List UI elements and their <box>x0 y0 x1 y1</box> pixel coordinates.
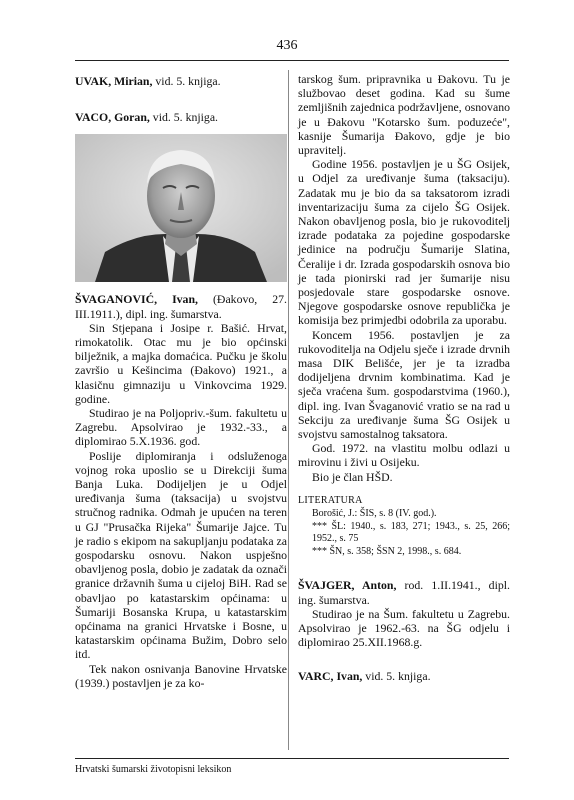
entry-svaganovic-rest: (Đakovo, 27. III.1911.), dipl. ing. šumarstva. <box>75 292 287 321</box>
svaganovic-paragraph-9: Bio je član HŠD. <box>312 469 393 484</box>
portrait-image <box>75 134 287 282</box>
svaganovic-paragraph-4: Tek nakon osnivanja Banovine Hrvatske (1939.) postavljen je za ko- <box>75 661 287 690</box>
entry-vaco-rest: vid. 5. knjiga. <box>149 110 218 125</box>
entry-uvak <box>75 74 287 88</box>
svaganovic-paragraph-3: Poslije diplomiranja i odsluženoga vojnog roka uposlio se u Direkciji šuma Banja Luka. Dodijeljen je u Odjel uređivanja šuma (taksacija) u svojstvu stručnog radnika. Odmah je upućen na teren u GJ "Prusačka Rijeka" Šumarije Jajce. Tu je radio s ekipom na sakupljanju podataka za gospodarsku osnovu. Nakon uspješno obavljenog posla, dobio je zadatak da označi granice državnih šuma u cijeloj BiH. Rad se obavljao po katastarskim općinama: u Šumariji Bosanska Krupa, u katastarskim općinama na granici Hrvatske i Bosne, u katastarskim općinama Bužim, Dobro selo itd. <box>75 448 287 662</box>
svaganovic-paragraph-1: Sin Stjepana i Josipe r. Bašić. Hrvat, rimokatolik. Otac mu je bio općinski bilježnik, a majka domaćica. Pučku je školu završio u Kešincima (Đakovo) 1921., a klasičnu gimnaziju u Vinkovcima 1929. godine. <box>75 320 287 406</box>
entry-uvak-name: UVAK, Mirian, <box>75 74 153 88</box>
top-rule <box>75 60 509 61</box>
right-column <box>298 72 510 684</box>
entry-svajger-name: ŠVAJGER, Anton, <box>298 578 397 593</box>
entry-svaganovic-name: ŠVAGANOVIĆ, Ivan, <box>75 292 198 307</box>
entry-varc <box>298 669 510 683</box>
footer-text: Hrvatski šumarski životopisni leksikon <box>75 764 232 775</box>
entry-vaco-name: VACO, Goran, <box>75 110 150 125</box>
entry-varc-rest: vid. 5. knjiga. <box>362 669 431 684</box>
entry-vaco <box>75 110 287 124</box>
literatura-item: *** ŠN, s. 358; ŠSN 2, 1998., s. 684. <box>312 545 462 557</box>
column-divider <box>288 70 289 750</box>
bottom-rule <box>75 758 509 759</box>
entry-uvak-rest: vid. 5. knjiga. <box>152 74 221 88</box>
literatura-item: *** ŠL: 1940., s. 183, 271; 1943., s. 25, 266; 1952., s. 75 <box>312 520 510 545</box>
entry-svajger-heading <box>298 578 510 606</box>
svaganovic-paragraph-5: tarskog šum. pripravnika u Đakovu. Tu je službovao deset godina. Kad su šume zemljišnih zajednica podržavljene, osnovano je u Đakovu "Kotarsko šum. poduzeće", kasnije Šumarija Đakovo, gdje je bio upravitelj. <box>298 72 510 158</box>
literatura-item: Borošić, J.: ŠIS, s. 8 (IV. god.). <box>312 508 437 520</box>
portrait-photo <box>75 134 287 282</box>
entry-svaganovic-heading <box>75 292 287 320</box>
entry-varc-name: VARC, Ivan, <box>298 669 363 684</box>
svaganovic-paragraph-8: God. 1972. na vlastitu molbu odlazi u mirovinu i živi u Osijeku. <box>298 441 510 470</box>
entry-svajger-rest: rod. 1.II.1941., dipl. ing. šumarstva. <box>298 578 510 607</box>
svaganovic-paragraph-7: Koncem 1956. postavljen je za rukovoditelja na Odjelu sječe i izrade drvnih masa DIK Belišće, jer je ta izradba dodijeljena drvnim kombinatima. Kad je sječa vraćena šum. gospodarstvima (1960.), dipl. ing. Ivan Švaganović vratio se na rad u Sekciju za uređivanje šuma ŠG Osijek u svojstvu samostalnog taksatora. <box>298 327 510 442</box>
literatura-heading: LITERATURA <box>298 494 363 506</box>
page-number: 436 <box>276 38 298 53</box>
svajger-paragraph: Studirao je na Šum. fakultetu u Zagrebu. Apsolvirao je 1962.-63. na ŠG odjelu i diplomirao 25.XII.1968.g. <box>298 606 510 650</box>
svaganovic-paragraph-6: Godine 1956. postavljen je u ŠG Osijek, u Odjel za uređivanje šuma (taksaciju). Zadatak mu je bio da sa taksatorom izradi inventarizaciju šuma za cijelo ŠG Osijek. Nakon obavljenog posla, bio je rukovoditelj izrade podataka za pojedine gospodarske jedinice na području Šumarije Slatina, Čeralije i dr. Izrada gospodarskih osnova bio je tada pionirski rad jer šumarije nisu posjedovale stare gospodarske osnove. Njegove gospodarske osnove republička je komisija bez primjedbi odobrila za uporabu. <box>298 157 510 328</box>
left-column <box>75 74 287 690</box>
svaganovic-paragraph-2: Studirao je na Poljopriv.-šum. fakultetu u Zagrebu. Apsolvirao je 1932.-33., a diplomirao 5.X.1936. god. <box>75 406 287 449</box>
